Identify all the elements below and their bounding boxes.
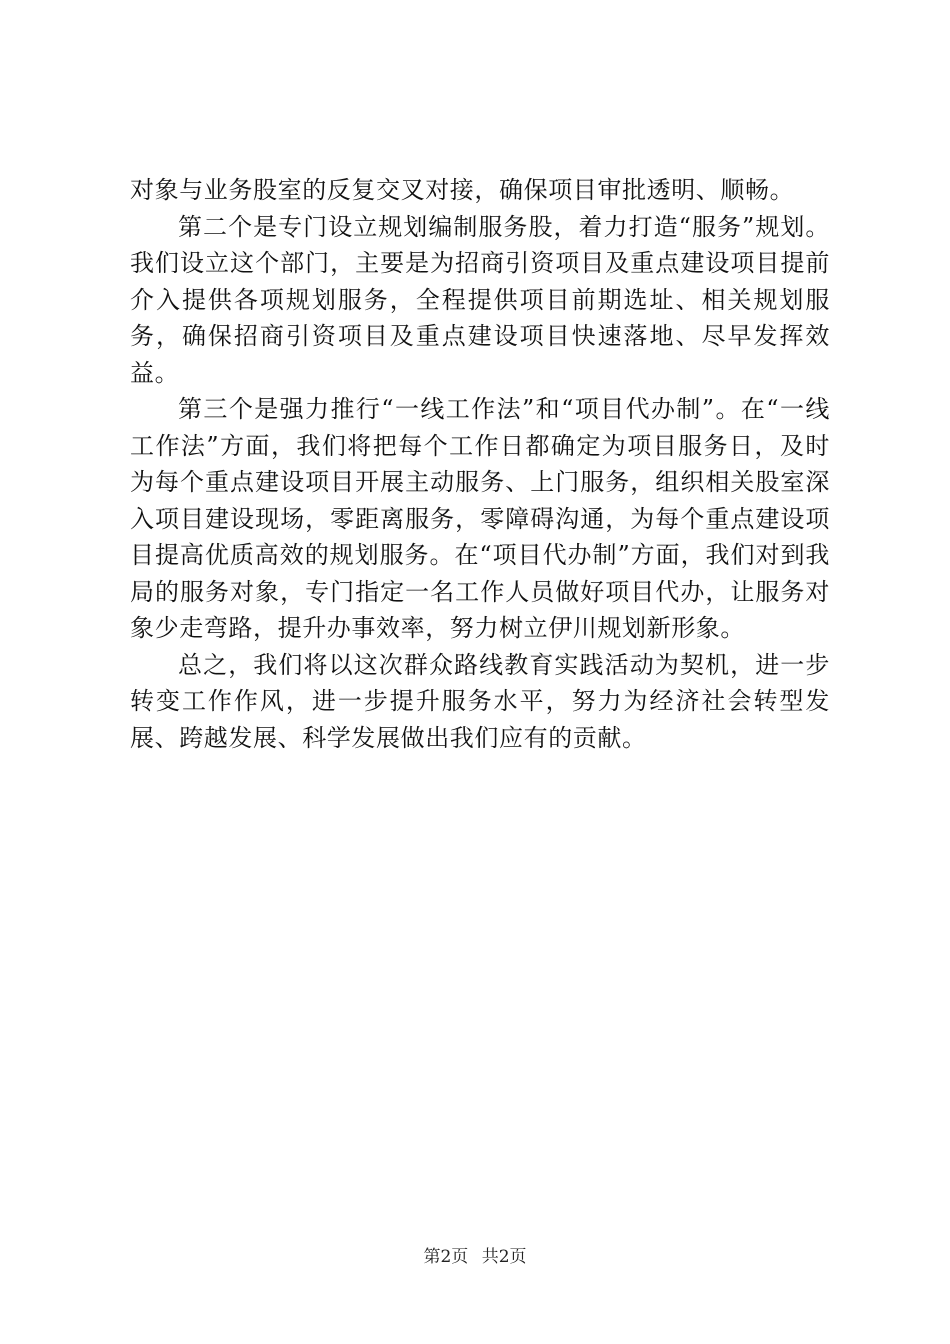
- paragraph-planning-service: 第二个是专门设立规划编制服务股，着力打造“服务”规划。我们设立这个部门，主要是为招商引资项目及重点建设项目提前介入提供各项规划服务，全程提供项目前期选址、相关规划服务，确保招商引资项目及重点建设项目快速落地、尽早发挥效益。: [130, 212, 830, 387]
- paragraph-conclusion: 总之，我们将以这次群众路线教育实践活动为契机，进一步转变工作作风，进一步提升服务水平，努力为经济社会转型发展、跨越发展、科学发展做出我们应有的贡献。: [130, 650, 830, 752]
- paragraph-continuation: 对象与业务股室的反复交叉对接，确保项目审批透明、顺畅。: [130, 176, 795, 204]
- document-body: [130, 172, 830, 756]
- page-footer: [0, 1245, 950, 1269]
- paragraph-frontline-work: 第三个是强力推行“一线工作法”和“项目代办制”。在“一线工作法”方面，我们将把每个工作日都确定为项目服务日，及时为每个重点建设项目开展主动服务、上门服务，组织相关股室深入项目建设现场，零距离服务，零障碍沟通，为每个重点建设项目提高优质高效的规划服务。在“项目代办制”方面，我们对到我局的服务对象，专门指定一名工作人员做好项目代办，让服务对象少走弯路，提升办事效率，努力树立伊川规划新形象。: [130, 395, 830, 642]
- page-total: 共2页: [481, 1247, 527, 1267]
- page-number: 第2页: [423, 1247, 469, 1267]
